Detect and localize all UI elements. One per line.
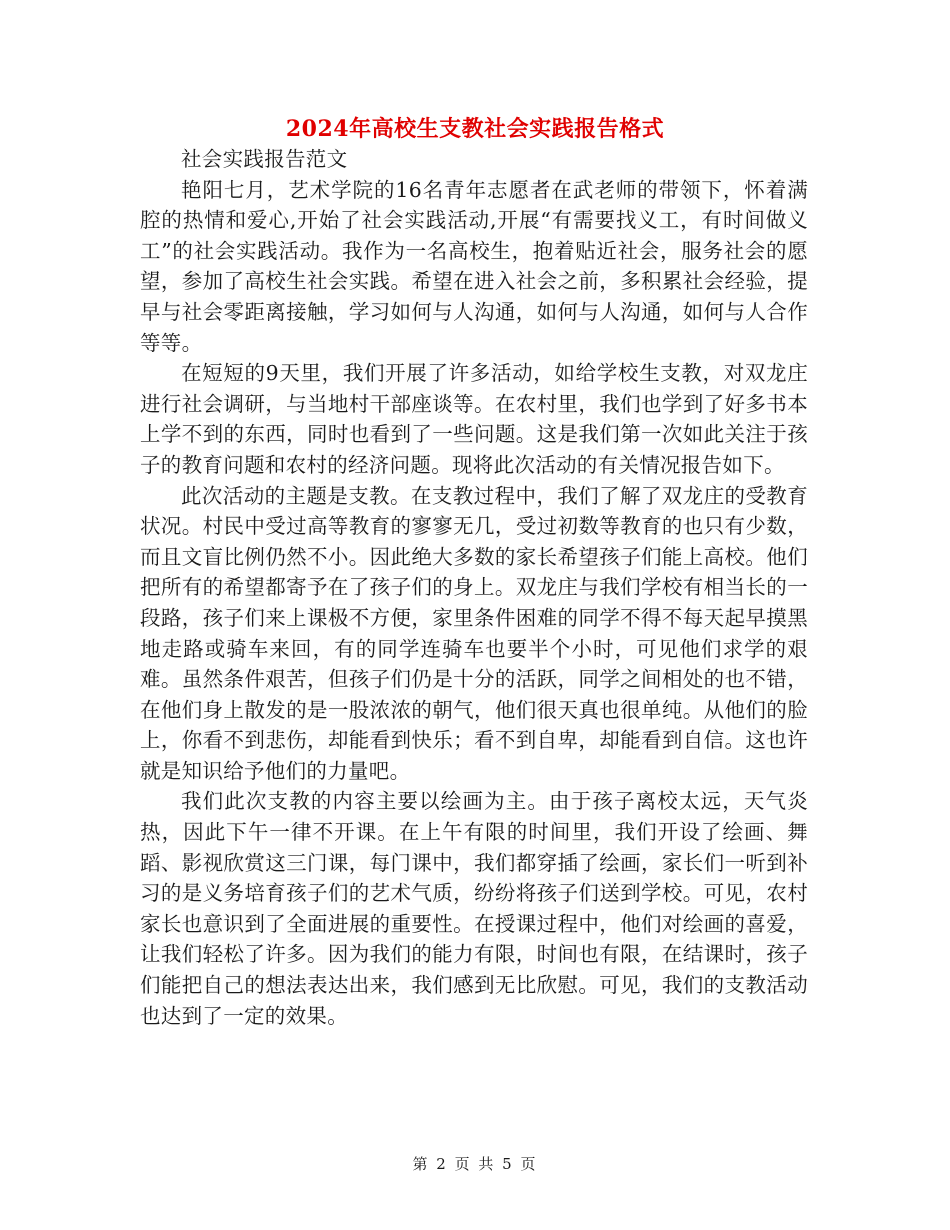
paragraph: 此次活动的主题是支教。在支教过程中，我们了解了双龙庄的受教育状况。村民中受过高等教育的寥寥无几，受过初数等教育的也只有少数，而且文盲比例仍然不小。因此绝大多数的家长希望孩子们能上高校。他们把所有的希望都寄予在了孩子们的身上。双龙庄与我们学校有相当长的一段路，孩子们来上课极不方便，家里条件困难的同学不得不每天起早摸黑地走路或骑车来回，有的同学连骑车也要半个小时，可见他们求学的艰难。虽然条件艰苦，但孩子们仍是十分的活跃，同学之间相处的也不错，在他们身上散发的是一股浓浓的朝气，他们很天真也很单纯。从他们的脸上，你看不到悲伤，却能看到快乐；看不到自卑，却能看到自信。这也许就是知识给予他们的力量吧。	[140, 483, 808, 783]
paragraph: 在短短的9天里，我们开展了许多活动，如给学校生支教，对双龙庄进行社会调研，与当地村干部座谈等。在农村里，我们也学到了好多书本上学不到的东西，同时也看到了一些问题。这是我们第一次如此关注于孩子的教育问题和农村的经济问题。现将此次活动的有关情况报告如下。	[140, 361, 808, 477]
page-number-footer: 第 2 页 共 5 页	[412, 1155, 538, 1173]
document-body	[140, 144, 808, 1031]
paragraph: 艳阳七月，艺术学院的16名青年志愿者在武老师的带领下，怀着满腔的热情和爱心,开始了社会实践活动,开展“有需要找义工，有时间做义工”的社会实践活动。我作为一名高校生，抱着贴近社会，服务社会的愿望，参加了高校生社会实践。希望在进入社会之前，多积累社会经验，提早与社会零距离接触，学习如何与人沟通，如何与人沟通，如何与人合作等等。	[140, 177, 808, 355]
document-title: 2024年高校生支教社会实践报告格式	[285, 116, 665, 142]
section-heading: 社会实践报告范文	[181, 147, 348, 171]
paragraph: 我们此次支教的内容主要以绘画为主。由于孩子离校太远，天气炎热，因此下午一律不开课。在上午有限的时间里，我们开设了绘画、舞蹈、影视欣赏这三门课，每门课中，我们都穿插了绘画，家长们一听到补习的是义务培育孩子们的艺术气质，纷纷将孩子们送到学校。可见，农村家长也意识到了全面进展的重要性。在授课过程中，他们对绘画的喜爱，让我们轻松了许多。因为我们的能力有限，时间也有限，在结课时，孩子们能把自己的想法表达出来，我们感到无比欣慰。可见，我们的支教活动也达到了一定的效果。	[140, 789, 808, 1028]
